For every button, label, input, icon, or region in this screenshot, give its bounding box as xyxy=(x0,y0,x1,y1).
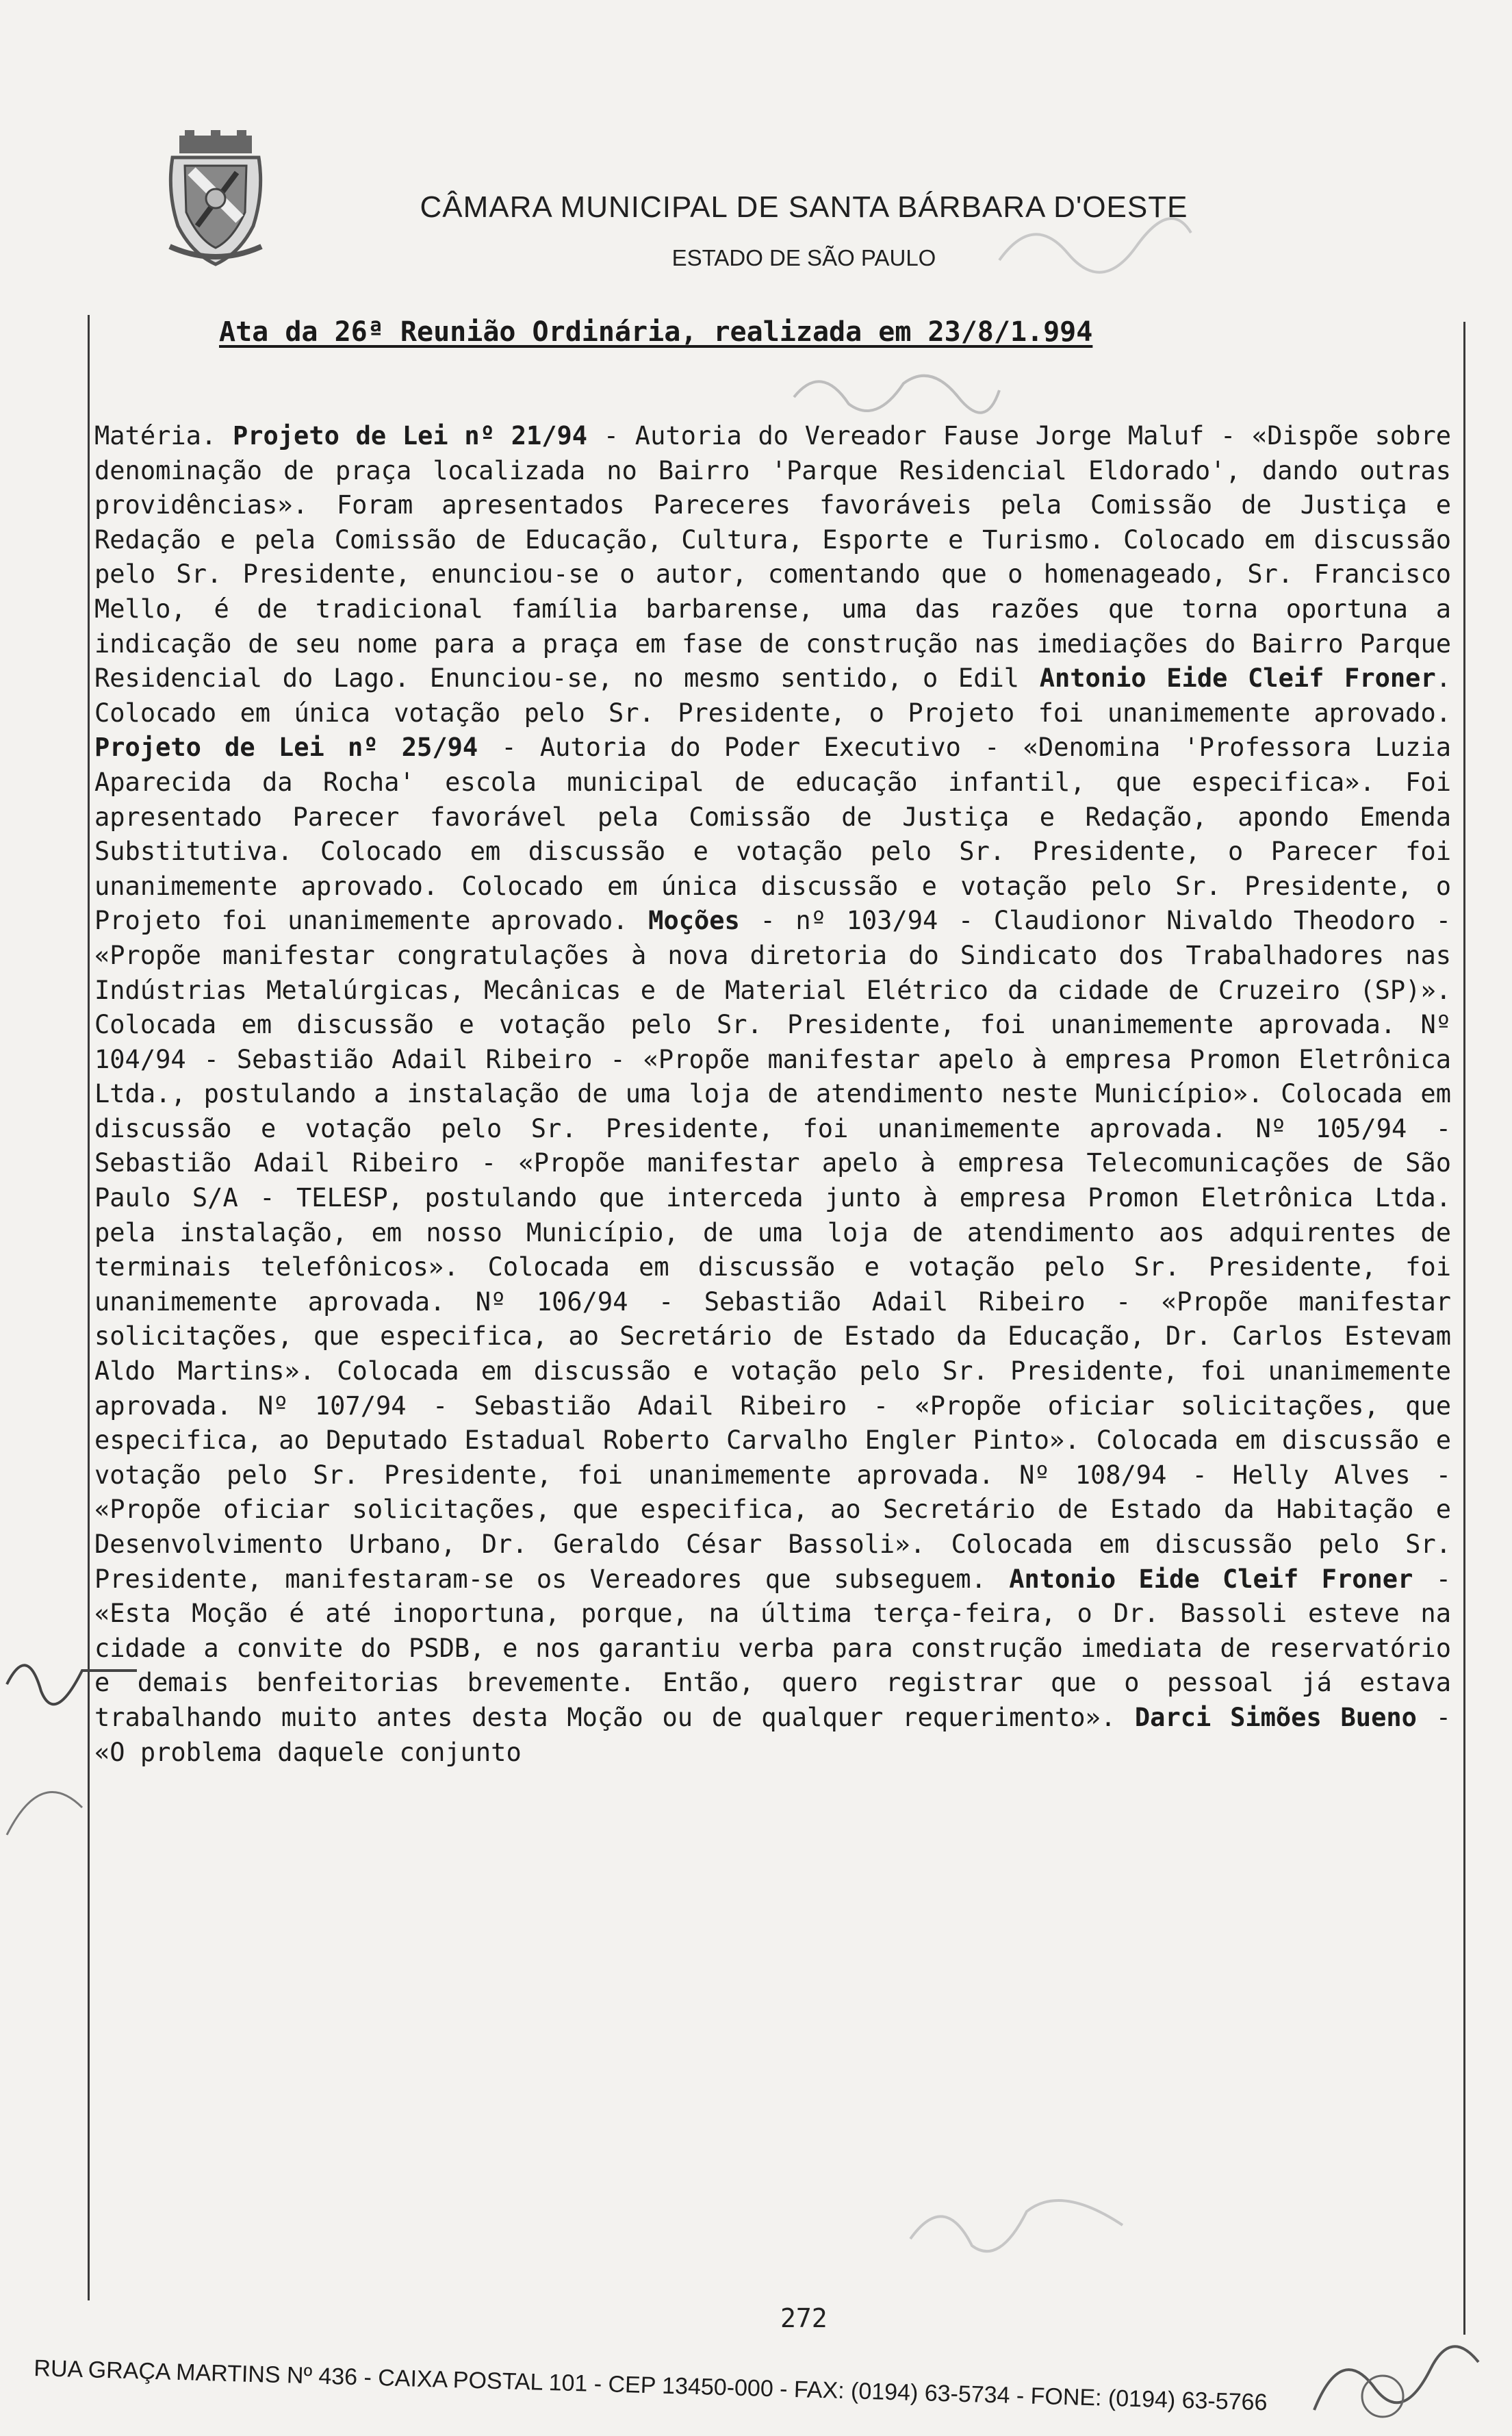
bold-text-run: Antonio Eide Cleif Froner xyxy=(1009,1564,1413,1594)
minutes-title: Ata da 26ª Reunião Ordinária, realizada em 23/8/1.994 xyxy=(219,316,1093,348)
text-run: - Autoria do Poder Executivo - «Denomina 'Professora Luzia Aparecida da Rocha' escola municipal de educação infantil, que especifica». Foi apresentado Parecer favorável pela Comissão de Justiça e Redação, apondo Emenda Substitutiva. Colocado em discussão e votação pelo Sr. Presidente, o Parecer foi unanimemente aprovado. Colocado em única discussão e votação pelo Sr. Presidente, o Projeto foi unanimemente aprovado. xyxy=(94,733,1451,936)
institution-name: CÂMARA MUNICIPAL DE SANTA BÁRBARA D'OESTE xyxy=(420,190,1188,224)
text-run: . Colocado em única votação pelo Sr. Presidente, o Projeto foi unanimemente aprovado. xyxy=(94,663,1451,728)
text-run: - nº 103/94 - Claudionor Nivaldo Theodoro - «Propõe manifestar congratulações à nova diretoria do Sindicato dos Trabalhadores nas Indústrias Metalúrgicas, Mecânicas e de Material Elétrico da cidade de Cruzeiro (SP)». Colocada em discussão e votação pelo Sr. Presidente, foi unanimemente aprovada. Nº 104/94 - Sebastião Adail Ribeiro - «Propõe manifestar apelo à empresa Promon Eletrônica Ltda., postulando a instalação de uma loja de atendimento neste Município». Colocada em discussão e votação pelo Sr. Presidente, foi unanimemente aprovada. Nº 105/94 - Sebastião Adail Ribeiro - «Propõe manifestar apelo à empresa Telecomunicações de São Paulo S/A - TELESP, postulando que interceda junto à empresa Promon Eletrônica Ltda. pela instalação, em nosso Município, de uma loja de atendimento aos adquirentes de terminais telefônicos». Colocada em discussão e votação pelo Sr. Presidente, foi unanimemente aprovada. Nº 106/94 - Sebastião Adail Ribeiro - «Propõe manifestar solicitações, que especifica, ao Secretário de Estado da Educação, Dr. Carlos Estevam Aldo Martins». Colocada em discussão e votação pelo Sr. Presidente, foi unanimemente aprovada. Nº 107/94 - Sebastião Adail Ribeiro - «Propõe oficiar solicitações, que especifica, ao Deputado Estadual Roberto Carvalho Engler Pinto». Colocada em discussão e votação pelo Sr. Presidente, foi unanimemente aprovada. Nº 108/94 - Helly Alves - «Propõe oficiar solicitações, que especifica, ao Secretário de Estado da Habitação e Desenvolvimento Urbano, Dr. Geraldo César Bassoli». Colocada em discussão pelo Sr. Presidente, manifestaram-se os Vereadores que subseguem. xyxy=(94,906,1451,1594)
bold-text-run: Antonio Eide Cleif Froner xyxy=(1039,663,1436,694)
bold-text-run: Darci Simões Bueno xyxy=(1134,1702,1417,1732)
text-run: Matéria. xyxy=(94,421,233,451)
bold-text-run: Moções xyxy=(648,906,740,936)
page-number: 272 xyxy=(780,2303,828,2333)
signature-scribble-lower xyxy=(904,2177,1129,2273)
right-margin-line xyxy=(1463,322,1465,2335)
text-run: - «Esta Moção é até inoportuna, porque, na última terça-feira, o Dr. Bassoli esteve na cidade a convite do PSDB, e nos garantiu verba para construção imediata de reservatório e demais benfeitorias brevemente. Então, quero registrar que o pessoal já estava trabalhando muito antes desta Moção ou de qualquer requerimento». xyxy=(94,1564,1451,1732)
bold-text-run: Projeto de Lei nº 21/94 xyxy=(232,421,588,451)
minutes-body xyxy=(94,419,1451,1770)
footer-address: RUA GRAÇA MARTINS Nº 436 - CAIXA POSTAL 101 - CEP 13450-000 - FAX: (0194) 63-5734 - FONE: (0194) 63-5766 xyxy=(33,2355,1268,2416)
bold-text-run: Projeto de Lei nº 25/94 xyxy=(94,733,478,763)
state-name: ESTADO DE SÃO PAULO xyxy=(671,245,936,270)
text-run: - Autoria do Vereador Fause Jorge Maluf - «Dispõe sobre denominação de praça localizada no Bairro 'Parque Residencial Eldorado', dando outras providências». Foram apresentados Pareceres favoráveis pela Comissão de Justiça e Redação e pela Comissão de Educação, Cultura, Esporte e Turismo. Colocado em discussão pelo Sr. Presidente, enunciou-se o autor, comentando que o homenageado, Sr. Francisco Mello, é de tradicional família barbarense, uma das razões que torna oportuna a indicação de seu nome para a praça em fase de construção nas imediações do Bairro Parque Residencial do Lago. Enunciou-se, no mesmo sentido, o Edil xyxy=(94,421,1451,694)
text-run: - «O problema daquele conjunto xyxy=(94,1702,1451,1767)
left-margin-line xyxy=(88,315,90,2300)
